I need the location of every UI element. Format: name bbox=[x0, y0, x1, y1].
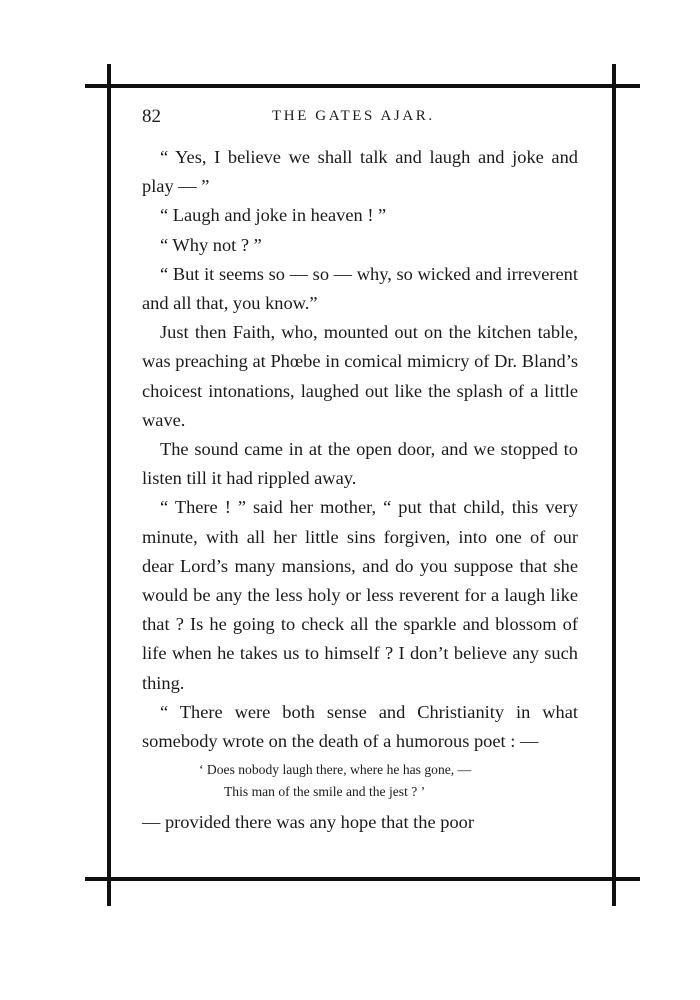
verse-line: This man of the smile and the jest ? ’ bbox=[224, 784, 426, 800]
paragraph: The sound came in at the open door, and we stopped to listen till it had rippled away. bbox=[142, 439, 578, 489]
quoted-verse bbox=[142, 759, 578, 803]
paragraph: Just then Faith, who, mounted out on the kitchen table, was preaching at Phœbe in comical mimicry of Dr. Bland’s choicest intonations, laughed out like the splash of a little wave. bbox=[142, 322, 578, 430]
left-border-rule bbox=[107, 64, 111, 906]
page-header bbox=[142, 106, 578, 130]
page-body bbox=[142, 143, 578, 837]
continuation-paragraph: — provided there was any hope that the poor bbox=[142, 812, 474, 833]
paragraph: “ Why not ? ” bbox=[160, 234, 262, 255]
top-border-rule bbox=[85, 84, 640, 88]
paragraph: “ Yes, I believe we shall talk and laugh and joke and play — ” bbox=[142, 147, 578, 197]
verse-line: ‘ Does nobody laugh there, where he has gone, — bbox=[199, 762, 472, 778]
right-border-rule bbox=[612, 64, 616, 906]
page-number: 82 bbox=[142, 106, 161, 127]
paragraph: “ There were both sense and Christianity in what somebody wrote on the death of a humorous poet : — bbox=[142, 701, 578, 752]
running-title: THE GATES AJAR. bbox=[272, 108, 435, 124]
paragraph: “ But it seems so — so — why, so wicked and irreverent and all that, you know.” bbox=[142, 263, 578, 314]
paragraph: “ There ! ” said her mother, “ put that child, this very minute, with all her little sins forgiven, into one of our dear Lord’s many mansions, and do you suppose that she would be any the less holy or less reverent for a laugh like that ? Is he going to check all the sparkle and blossom of life when he takes us to himself ? I don’t believe any such thing. bbox=[142, 497, 578, 693]
paragraph: “ Laugh and joke in heaven ! ” bbox=[160, 205, 387, 226]
bottom-border-rule bbox=[85, 877, 640, 881]
